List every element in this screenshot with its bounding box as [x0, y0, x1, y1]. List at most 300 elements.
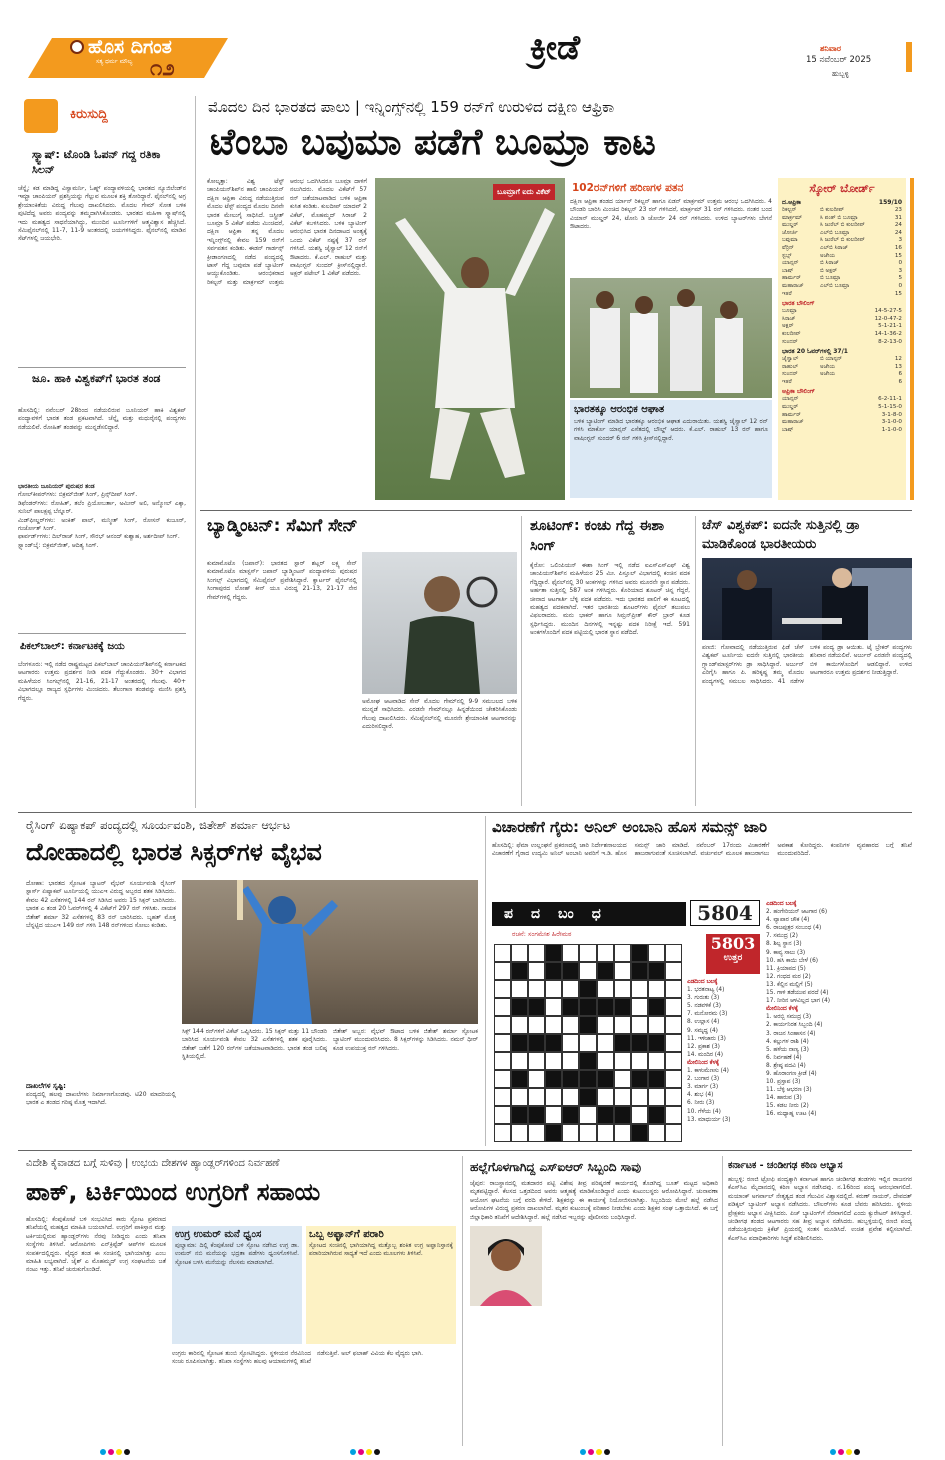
crossword-cell[interactable]	[511, 1016, 528, 1034]
prev-number: 5803	[710, 934, 756, 953]
logo-text: ಹೊಸ ದಿಗಂತ	[88, 36, 172, 58]
crossword-clue: 11. ಇಳಿಜಾರು (3)	[687, 1035, 726, 1042]
registration-dot	[854, 1449, 860, 1455]
crossword-clue: 5. ನಡವಳಿಕೆ (3)	[687, 1003, 722, 1010]
score-cell: ಎಲ್‌ಬಿ ಬೂಮ್ರಾ	[820, 229, 850, 236]
crossword-cell[interactable]	[494, 998, 511, 1016]
crossword-clue: 1. ಅರಬ್ಬಿ ಸಮುದ್ರ (3)	[766, 1014, 812, 1021]
rising-box-body: ಪಂದ್ಯದಲ್ಲಿ ಹಲವು ದಾಖಲೆಗಳು ನಿರ್ಮಾಣಗೊಂಡವು. ಟಿ20 ಮಾದರಿಯಲ್ಲಿ ಭಾರತ ಎ ತಂಡದ ಗರಿಷ್ಠ ಮೊತ್ತ ಇದಾಗಿದೆ.	[26, 1091, 176, 1107]
score-row	[782, 222, 902, 230]
kirusuddi-header	[18, 95, 188, 137]
score-row	[782, 339, 902, 347]
score-row	[782, 419, 902, 427]
crossword-cell[interactable]	[665, 962, 682, 980]
score-cell: ಮುಲ್ಡರ್	[782, 404, 799, 411]
celebration-photo	[570, 278, 772, 398]
score-cell: 0	[898, 260, 902, 267]
crossword-cell[interactable]	[528, 1070, 545, 1088]
crossword-cell	[528, 1106, 545, 1124]
crossword-cell[interactable]	[545, 1016, 562, 1034]
crossword-grid[interactable]	[494, 944, 682, 1142]
badminton-title: ಬ್ಯಾಡ್ಮಿಂಟನ್: ಸೆಮಿಗೆ ಸೇನ್	[207, 516, 358, 536]
crossword-cell[interactable]	[665, 1106, 682, 1124]
score-row	[782, 396, 902, 404]
crossword-cell[interactable]	[665, 1070, 682, 1088]
ind-total: 20 ಓವರ್‌ಗಳಲ್ಲಿ 37/1	[796, 348, 848, 356]
score-cell: ಬಿ ಯಾನ್ಸನ್	[820, 356, 843, 363]
hockey-roster	[18, 483, 186, 633]
badminton-body1: ಕುಮಾಮೊಟೊ (ಜಪಾನ್): ಭಾರತದ ಸ್ಟಾರ್ ಶಟ್ಲರ್ ಲಕ್ಷ್ಯ ಸೇನ್ ಕುಮಾಮೊಟೊ ಮಾಸ್ಟರ್ಸ್ ಜಪಾನ್ ಬ್ಯಾಡ್ಮಿಂಟನ್ ಪಂದ್ಯಾವಳಿಯ ಪುರುಷರ ಸಿಂಗಲ್ಸ್ ವಿಭಾಗದಲ್ಲಿ ಸೆಮಿಫೈನಲ್ ಪ್ರವೇಶಿಸಿದ್ದಾರೆ. ಕ್ವಾರ್ಟರ್ ಫೈನಲ್‌ನಲ್ಲಿ ಸಿಂಗಾಪುರದ ಲೋಹ್ ಕೀನ್ ಯೂ ವಿರುದ್ಧ 21-13, 21-17 ನೇರ ಗೇಮ್‌ಗಳಲ್ಲಿ ಗೆದ್ದರು.	[207, 560, 357, 601]
crossword-cell	[597, 998, 614, 1016]
roster-line: ಸ್ಟ್ಯಾಂಡ್‌ಬೈ: ಬಿಕ್ರಮ್‌ಜೀತ್, ಆದಿತ್ಯ ಸಿಂಗ್.	[18, 541, 99, 549]
crossword-cell[interactable]	[614, 1052, 631, 1070]
crossword-clue: 17. ನೀರಿನ ಆಳವಿಲ್ಲದ ಭಾಗ (4)	[766, 998, 831, 1005]
crossword-cell[interactable]	[648, 1016, 665, 1034]
score-cell: 5-1-15-0	[878, 404, 902, 411]
registration-dot	[124, 1449, 130, 1455]
crossword-cell[interactable]	[511, 944, 528, 962]
crossword-cell[interactable]	[579, 962, 596, 980]
crossword-cell[interactable]	[562, 1052, 579, 1070]
chess-body: ಪಣಜಿ: ಗೋವಾದಲ್ಲಿ ನಡೆಯುತ್ತಿರುವ ಫಿಡೆ ಚೆಸ್ ವಿಶ್ವಕಪ್ ಟೂರ್ನಿಯ ಐದನೇ ಸುತ್ತಿನಲ್ಲಿ ಭಾರತೀಯ ಗ್ರ್ಯಾಂಡ್‌ಮಾಸ್ಟರ್‌ಗಳು ಡ್ರಾ ಸಾಧಿಸಿದ್ದಾರೆ. ಅರ್ಜುನ್ ಎರಿಗೈಸಿ ಹಾಗೂ ಪಿ. ಹರಿಕೃಷ್ಣ ತಮ್ಮ ಮೊದಲ ಪಂದ್ಯಗಳಲ್ಲಿ ಸಮಬಲ ಸಾಧಿಸಿದರು. 41 ನಡೆಗಳ ಬಳಿಕ ಪಂದ್ಯ ಡ್ರಾ ಆಯಿತು. ಟೈ ಬ್ರೇಕರ್ ಪಂದ್ಯಗಳು ಶನಿವಾರ ನಡೆಯಲಿವೆ. ಅರ್ಜುನ್ ಎರಡನೇ ಪಂದ್ಯದಲ್ಲಿ ಬಿಳಿ ಕಾಯಿಗಳೊಂದಿಗೆ ಆಡಲಿದ್ದಾರೆ. ಉಳಿದ ಆಟಗಾರರೂ ಉತ್ತಮ ಪ್ರದರ್ಶನ ನೀಡುತ್ತಿದ್ದಾರೆ.	[702, 644, 912, 685]
score-cell: ಅಜೇಯ	[820, 252, 836, 259]
crossword-clue: 12. ಪ್ರಕಾಶ (3)	[687, 1043, 720, 1050]
bumrah-photo	[375, 178, 565, 500]
score-cell: ಬಾಷ್	[782, 267, 794, 274]
section-title: ಕ್ರೀಡೆ	[529, 28, 581, 68]
crossword-cell[interactable]	[562, 1034, 579, 1052]
score-row	[782, 230, 902, 238]
story-hockey-body: ಹೊಸದಿಲ್ಲಿ: ನವೆಂಬರ್ 28ರಿಂದ ನಡೆಯಲಿರುವ ಜೂನಿಯರ್ ಹಾಕಿ ವಿಶ್ವಕಪ್ ಪಂದ್ಯಾವಳಿಗೆ ಭಾರತ ತಂಡ ಪ್ರಕಟವಾಗಿದೆ. ಚೆನ್ನೈ ಮತ್ತು ಮಧುರೈನಲ್ಲಿ ಪಂದ್ಯಗಳು ನಡೆಯಲಿವೆ. ರೋಹಿತ್ ತಂಡವನ್ನು ಮುನ್ನಡೆಸಲಿದ್ದಾರೆ.	[18, 407, 186, 431]
crossword-clue: 8. ಉಲ್ಲಾಸ (4)	[687, 1019, 720, 1026]
crossword-clue: 5. ಹಳೆಯ ನಾಣ್ಯ (3)	[766, 1046, 809, 1053]
column-rule	[485, 816, 486, 1146]
registration-dot	[366, 1449, 372, 1455]
crossword-cell[interactable]	[579, 1106, 596, 1124]
pak-headline: ಪಾಕ್, ಟರ್ಕಿಯಿಂದ ಉಗ್ರರಿಗೆ ಸಹಾಯ	[26, 1178, 321, 1206]
crossword-cell	[562, 1070, 579, 1088]
score-cell: ಬೂಮ್ರಾ	[782, 308, 797, 315]
crossword-cell[interactable]	[494, 1070, 511, 1088]
score-cell: ಅಕ್ಷರ್	[782, 323, 794, 330]
anil-body: ಹೊಸದಿಲ್ಲಿ: ಫೆಮಾ ಉಲ್ಲಂಘನೆ ಪ್ರಕರಣದಲ್ಲಿ ಜಾರಿ ನಿರ್ದೇಶನಾಲಯದ ವಿಚಾರಣೆಗೆ ಗೈರಾದ ಉದ್ಯಮಿ ಅನಿಲ್ ಅಂಬಾನಿ ಅವರಿಗೆ ಇ.ಡಿ. ಹೊಸ ಸಮನ್ಸ್ ಜಾರಿ ಮಾಡಿದೆ. ನವೆಂಬರ್ 17ರಂದು ವಿಚಾರಣೆಗೆ ಹಾಜರಾಗುವಂತೆ ಸೂಚಿಸಲಾಗಿದೆ. ವರ್ಚುವಲ್ ಮೂಲಕ ಹಾಜರಾಗಲು ಅವಕಾಶ ಕೋರಿದ್ದರು. ಕಂಪನಿಗಳ ವ್ಯವಹಾರದ ಬಗ್ಗೆ ತನಿಖೆ ಮುಂದುವರಿದಿದೆ.	[492, 842, 912, 858]
crossword-clue: 10. ಗೆಳೆಯ (4)	[687, 1108, 721, 1115]
score-row	[782, 427, 902, 435]
scoreboard-title: ಸ್ಕೋರ್ ಬೋರ್ಡ್	[809, 182, 875, 195]
score-cell: ಎಲ್‌ಬಿ ಬೂಮ್ರಾ	[820, 282, 850, 289]
rising-box	[26, 1082, 176, 1144]
score-cell: ಯಾನ್ಸನ್	[782, 260, 799, 267]
registration-dot	[580, 1449, 586, 1455]
kirusuddi-label: ಕಿರುಸುದ್ದಿ	[70, 107, 108, 122]
score-cell: ಮಹಾರಾಜ್	[782, 419, 804, 426]
score-cell: ಸಿ ಜುರೆಲ್ ಬಿ ಕುಲದೀಪ್	[820, 237, 865, 244]
score-cell: 14-1-36-2	[874, 330, 902, 337]
crossword-cell[interactable]	[528, 1124, 545, 1142]
crossword-cell	[562, 998, 579, 1016]
crossword-cell	[545, 1034, 562, 1052]
score-cell: ಹಾರ್ಮರ್	[782, 411, 801, 418]
lead-headline: ಟೆಂಬಾ ಬವುಮಾ ಪಡೆಗೆ ಬೂಮ್ರಾ ಕಾಟ	[210, 122, 656, 163]
crossword-cell	[631, 962, 648, 980]
anil-title: ವಿಚಾರಣೆಗೆ ಗೈರು: ಅನಿಲ್ ಅಂಬಾನಿ ಹೊಸ ಸಮನ್ಸ್ ಜಾರಿ	[492, 818, 768, 836]
rising-body3: ಜಿತೇಶ್ ಅಬ್ಬರ: ವೈಭವ್ ಔಟಾದ ಬಳಿಕ ಜಿತೇಶ್ ಶರ್ಮಾ ಸ್ಫೋಟಕ ಬ್ಯಾಟಿಂಗ್ ಮುಂದುವರಿಸಿದರು. 8 ಸಿಕ್ಸರ್‌ಗಳನ್ನು ಸಿಡಿಸಿದರು. ನಮನ್ ಧೀರ್ ಕೂಡ ಉಪಯುಕ್ತ ರನ್ ಗಳಿಸಿದರು.	[333, 1028, 478, 1052]
score-cell: ಸ್ಟಬ್ಸ್	[782, 252, 792, 259]
crossword-cell[interactable]	[545, 998, 562, 1016]
crossword-cell[interactable]	[528, 944, 545, 962]
crossword-cell[interactable]	[597, 1052, 614, 1070]
crossword-cell[interactable]	[511, 1088, 528, 1106]
column-rule	[695, 516, 696, 806]
rising-headline: ದೋಹಾದಲ್ಲಿ ಭಾರತ ಸಿಕ್ಸರ್‌ಗಳ ವೈಭವ	[26, 838, 322, 866]
crossword-cell[interactable]	[631, 998, 648, 1016]
crossword-clue: 9. ಸಮೃದ್ಧ (4)	[687, 1027, 718, 1034]
crossword-clue: 10. ಪ್ರಸ್ತಾಪ (3)	[766, 1079, 801, 1086]
crossword-cell	[597, 1070, 614, 1088]
clues-left	[687, 978, 762, 1146]
crossword-cell[interactable]	[528, 1052, 545, 1070]
sub2-title: ಭಾರತಕ್ಕೂ ಆರಂಭಿಕ ಆಘಾತ	[574, 404, 665, 415]
score-row	[782, 371, 902, 379]
issue-city: ಹುಬ್ಬಳ್ಳಿ	[832, 70, 849, 78]
score-row	[782, 253, 902, 261]
score-cell: ಯಾನ್ಸನ್	[782, 396, 799, 403]
crossword-cell	[597, 962, 614, 980]
crossword-cell[interactable]	[631, 1106, 648, 1124]
crossword-cell[interactable]	[562, 1016, 579, 1034]
crossword-clue: 13. ಮಾಧುರ್ಯ (3)	[687, 1116, 731, 1123]
score-cell: 12	[894, 356, 902, 363]
crossword-cell[interactable]	[614, 962, 631, 980]
crossword-cell[interactable]	[597, 1034, 614, 1052]
crossword-cell[interactable]	[494, 1034, 511, 1052]
lead-body: ಕೋಲ್ಕತ್ತಾ: ವಿಶ್ವ ಟೆಸ್ಟ್ ಚಾಂಪಿಯನ್‌ಶಿಪ್‌ನ ಹಾಲಿ ಚಾಂಪಿಯನ್ ದಕ್ಷಿಣ ಆಫ್ರಿಕಾ ವಿರುದ್ಧ ನಡೆಯುತ್ತಿರುವ ಮೊದಲ ಟೆಸ್ಟ್ ಪಂದ್ಯದ ಮೊದಲ ದಿನವೇ ಭಾರತ ಮೇಲುಗೈ ಸಾಧಿಸಿದೆ. ಜಸ್ಪ್ರೀತ್ ಬೂಮ್ರಾ 5 ವಿಕೆಟ್ ಪಡೆದು ಮಿಂಚಿದರೆ, ದಕ್ಷಿಣ ಆಫ್ರಿಕಾ ತನ್ನ ಮೊದಲ ಇನ್ನಿಂಗ್ಸ್‌ನಲ್ಲಿ ಕೇವಲ 159 ರನ್‌ಗೆ ಸರ್ವಪತನ ಕಂಡಿತು. ಈಡನ್ ಗಾರ್ಡನ್ಸ್ ಕ್ರೀಡಾಂಗಣದಲ್ಲಿ ನಡೆದ ಪಂದ್ಯದಲ್ಲಿ ಟಾಸ್ ಗೆದ್ದ ಬವುಮಾ ಪಡೆ ಬ್ಯಾಟಿಂಗ್ ಆಯ್ದುಕೊಂಡಿತು. ಆರಂಭಿಕರಾದ ರಿಕಲ್ಟನ್ ಮತ್ತು ಮಾರ್ಕ್ರಮ್ ಉತ್ತಮ ಆರಂಭ ಒದಗಿಸಿದರೂ ಬೂಮ್ರಾ ದಾಳಿಗೆ ನಲುಗಿದರು. ಮೊದಲ ವಿಕೆಟ್‌ಗೆ 57 ರನ್ ಜತೆಯಾಟವಾಡಿದ ಬಳಿಕ ಆಫ್ರಿಕಾ ಕುಸಿತ ಕಂಡಿತು. ಕುಲದೀಪ್ ಯಾದವ್ 2 ವಿಕೆಟ್, ಮೊಹಮ್ಮದ್ ಸಿರಾಜ್ 2 ವಿಕೆಟ್ ಕಬಳಿಸಿದರು. ಬಳಿಕ ಬ್ಯಾಟಿಂಗ್ ಆರಂಭಿಸಿದ ಭಾರತ ದಿನದಾಟದ ಅಂತ್ಯಕ್ಕೆ ಒಂದು ವಿಕೆಟ್ ನಷ್ಟಕ್ಕೆ 37 ರನ್ ಗಳಿಸಿದೆ. ಯಶಸ್ವಿ ಜೈಸ್ವಾಲ್ 12 ರನ್‌ಗೆ ಔಟಾದರು. ಕೆ.ಎಲ್. ರಾಹುಲ್ ಮತ್ತು ವಾಷಿಂಗ್ಟನ್ ಸುಂದರ್ ಕ್ರೀಸ್‌ನಲ್ಲಿದ್ದಾರೆ. ಅಕ್ಷರ್ ಪಟೇಲ್ 1 ವಿಕೆಟ್ ಪಡೆದರು.	[207, 178, 367, 286]
score-cell: ಅಜೇಯ	[820, 363, 836, 370]
crossword-cell[interactable]	[494, 944, 511, 962]
crossword-cell[interactable]	[494, 1016, 511, 1034]
chess-players	[702, 558, 912, 640]
score-cell: ವೆರ್ರಿನ್	[782, 244, 794, 251]
lakshya-photo	[362, 552, 517, 694]
sir-title: ಹಲ್ಲೆಗೊಳಗಾಗಿದ್ದ ಎಸ್‌ಐಆರ್ ಸಿಬ್ಬಂದಿ ಸಾವು	[470, 1160, 642, 1174]
score-cell: ಬಿ ಕುಲದೀಪ್	[820, 207, 845, 213]
crossword-cell[interactable]	[511, 980, 528, 998]
score-row	[782, 323, 902, 331]
registration-dot	[350, 1449, 356, 1455]
crossword-cell	[579, 1016, 596, 1034]
score-cell: ಇತರೆ	[782, 290, 792, 297]
crossword-cell	[562, 1106, 579, 1124]
player-figure	[362, 552, 517, 694]
crossword-cell[interactable]	[562, 980, 579, 998]
score-row	[782, 215, 902, 223]
rising-body1: ದೋಹಾ: ಭಾರತದ ಸ್ಫೋಟಕ ಬ್ಯಾಟರ್ ವೈಭವ್ ಸೂರ್ಯವಂಶಿ ರೈಸಿಂಗ್ ಸ್ಟಾರ್ಸ್ ಏಷ್ಯಾಕಪ್ ಟೂರ್ನಿಯಲ್ಲಿ ಯುಎಇ ವಿರುದ್ಧ ಅಬ್ಬರದ ಶತಕ ಸಿಡಿಸಿದರು. ಕೇವಲ 42 ಎಸೆತಗಳಲ್ಲಿ 144 ರನ್ ಸಿಡಿಸಿದ ಅವರು 15 ಸಿಕ್ಸರ್ ಬಾರಿಸಿದರು. ಭಾರತ ಎ ತಂಡ 20 ಓವರ್‌ಗಳಲ್ಲಿ 4 ವಿಕೆಟ್‌ಗೆ 297 ರನ್ ಗಳಿಸಿತು. ನಾಯಕ ಜಿತೇಶ್ ಶರ್ಮಾ 32 ಎಸೆತಗಳಲ್ಲಿ 83 ರನ್ ಬಾರಿಸಿದರು. ಬೃಹತ್ ಮೊತ್ತ ಬೆನ್ನಟ್ಟಿದ ಯುಎಇ 149 ರನ್ ಗಳಿಸಿ 148 ರನ್‌ಗಳಿಂದ ಸೋಲು ಕಂಡಿತು.	[26, 880, 176, 930]
crossword-cell[interactable]	[562, 1124, 579, 1142]
score-row	[782, 356, 902, 364]
crossword-clue: 2. ಬಂಗಾರ (3)	[687, 1076, 720, 1083]
crossword-cell[interactable]	[511, 1052, 528, 1070]
chess-photo	[702, 558, 912, 640]
crossword-cell[interactable]	[528, 1088, 545, 1106]
score-cell	[820, 291, 888, 299]
crossword-cell	[511, 998, 528, 1016]
score-cell: 15	[894, 290, 902, 297]
pak-box2	[306, 1226, 456, 1344]
chess-title: ಚೆಸ್ ವಿಶ್ವಕಪ್: ಐದನೇ ಸುತ್ತಿನಲ್ಲಿ ಡ್ರಾ ಮಾಡಿಕೊಂಡ ಭಾರತೀಯರು	[702, 518, 860, 552]
score-cell: ರಿಕಲ್ಟನ್	[782, 207, 797, 213]
crossword-cell	[631, 944, 648, 962]
pak-box1	[172, 1226, 302, 1344]
score-cell: 12-0-47-2	[874, 315, 902, 322]
crossword-clue: 7. ಸಮುದ್ರ (2)	[766, 933, 798, 940]
sub2-box	[570, 400, 772, 498]
box2-body: ಸ್ಫೋಟದ ಸಂಚಿನಲ್ಲಿ ಭಾಗಿಯಾಗಿದ್ದ ಮತ್ತೊಬ್ಬ ಶಂಕಿತ ಉಗ್ರ ಅಫ್ಘಾನಿಸ್ತಾನಕ್ಕೆ ಪರಾರಿಯಾಗಿರುವ ಸಾಧ್ಯತೆ ಇದೆ ಎಂದು ಮೂಲಗಳು ತಿಳಿಸಿವೆ.	[309, 1242, 453, 1258]
sir-body: ಜೈಪುರ: ರಾಜಸ್ಥಾನದಲ್ಲಿ ಮತದಾರರ ಪಟ್ಟಿ ವಿಶೇಷ ತೀವ್ರ ಪರಿಷ್ಕರಣೆ ಕಾರ್ಯದಲ್ಲಿ ತೊಡಗಿದ್ದ ಬೂತ್ ಮಟ್ಟದ ಅಧಿಕಾರಿ ಮೃತಪಟ್ಟಿದ್ದಾರೆ. ಕೆಲಸದ ಒತ್ತಡದಿಂದ ಅವರು ಆತ್ಮಹತ್ಯೆ ಮಾಡಿಕೊಂಡಿದ್ದಾರೆ ಎಂದು ಕುಟುಂಬಸ್ಥರು ಆರೋಪಿಸಿದ್ದಾರೆ. ಚುನಾವಣಾ ಆಯೋಗ ಘಟನೆಯ ಬಗ್ಗೆ ವರದಿ ಕೇಳಿದೆ. ಶಿಕ್ಷಕರನ್ನು ಈ ಕಾರ್ಯಕ್ಕೆ ನಿಯೋಜಿಸಲಾಗಿತ್ತು. ಸಿಬ್ಬಂದಿಯ ಮೇಲೆ ಹಲ್ಲೆ ನಡೆಸಿದ ಆರೋಪಿಗಳ ವಿರುದ್ಧ ಪ್ರಕರಣ ದಾಖಲಾಗಿದೆ. ಮೃತರ ಕುಟುಂಬಕ್ಕೆ ಪರಿಹಾರ ನೀಡಬೇಕು ಎಂದು ಶಿಕ್ಷಕರ ಸಂಘ ಒತ್ತಾಯಿಸಿದೆ. ಈ ಬಗ್ಗೆ ಜಿಲ್ಲಾಧಿಕಾರಿ ತನಿಖೆಗೆ ಆದೇಶಿಸಿದ್ದಾರೆ. ಹಲ್ಲೆ ನಡೆಸಿದ ಇಬ್ಬರನ್ನು ಪೊಲೀಸರು ಬಂಧಿಸಿದ್ದಾರೆ.	[470, 1180, 718, 1221]
crossword-cell	[631, 1124, 648, 1142]
crossword-cell[interactable]	[511, 1124, 528, 1142]
crossword-cell[interactable]	[631, 980, 648, 998]
score-row	[782, 291, 902, 299]
sa-bowl-title: ಆಫ್ರಿಕಾ ಬೌಲಿಂಗ್	[782, 388, 815, 396]
column-rule	[195, 96, 196, 808]
kirusuddi-column	[18, 95, 188, 815]
crossword-cell[interactable]	[528, 1016, 545, 1034]
registration-dot	[604, 1449, 610, 1455]
shooting-title: ಶೂಟಿಂಗ್: ಕಂಚು ಗೆದ್ದ ಈಶಾ ಸಿಂಗ್	[530, 518, 665, 554]
crossword-cell[interactable]	[545, 1052, 562, 1070]
crossword-clue: 6. ರಾಜಪುತ್ರರ ಸಂಬಂಧ (4)	[766, 925, 822, 932]
score-row	[782, 245, 902, 253]
score-cell: 16	[894, 244, 902, 251]
roster-line: ಡಿಫೆಂಡರ್‌ಗಳು: ರೋಹಿತ್, ತಲೆಂ ಪ್ರಿಯೋಬರ್ತಾ, ಅಮೀರ್ ಅಲಿ, ಅನ್ಮೋಲ್ ಎಕ್ಕಾ, ಸುನಿಲ್ ಪಾಲಕ್ಷಪ್ಪ ಬೆನ್ನೂರ್.	[18, 499, 186, 516]
crossword-cell[interactable]	[665, 980, 682, 998]
pak-kicker: ವಿದೇಶಿ ಕೈವಾಡದ ಬಗ್ಗೆ ಸುಳಿವು | ಉಭಯ ದೇಶಗಳ ಹ್ಯಾಂಡ್ಲರ್‌ಗಳಿಂದ ನಿರ್ವಹಣೆ	[26, 1158, 280, 1169]
crossword-cell[interactable]	[614, 1016, 631, 1034]
crossword-clue: 3. ರಾಜನ ಸಿಂಹಾಸನ (4)	[766, 1030, 816, 1037]
crossword-cell[interactable]	[648, 1088, 665, 1106]
score-cell: 3-1-8-0	[881, 411, 902, 418]
score-cell	[820, 379, 888, 387]
crossword-cell[interactable]	[494, 1052, 511, 1070]
score-cell: ಸಿ ಜುರೆಲ್ ಬಿ ಕುಲದೀಪ್	[820, 222, 865, 229]
registration-dot	[358, 1449, 364, 1455]
score-cell: 8-2-13-0	[878, 338, 902, 345]
score-cell: ಎಲ್‌ಬಿ ಸಿರಾಜ್	[820, 244, 849, 251]
score-row	[782, 237, 902, 245]
score-row	[782, 331, 902, 339]
crossword-clue: 6. ನಿರ್ವಹಣೆ (4)	[766, 1054, 802, 1061]
crossword-cell[interactable]	[528, 962, 545, 980]
crossword-cell[interactable]	[545, 1106, 562, 1124]
crossword-cell[interactable]	[597, 1016, 614, 1034]
box2-title: ಒಬ್ಬ ಅಫ್ಘಾನ್‌ಗೆ ಪರಾರಿ	[309, 1229, 384, 1240]
crossword-cell[interactable]	[614, 1088, 631, 1106]
crossword-clue: 1. ಭರತನಾಟ್ಯ (4)	[687, 987, 725, 994]
crossword-clue: 13. ಕೆಲ್ಲಿನ ಮಲ್ಲಿಗೆ (5)	[766, 981, 813, 988]
score-cell: ಜೋರ್ಜಿ	[782, 229, 798, 236]
crossword-cell[interactable]	[631, 1052, 648, 1070]
score-cell: 3	[898, 267, 902, 274]
crossword-title	[492, 902, 686, 926]
sa-team: ದ.ಆಫ್ರಿಕಾ	[782, 199, 802, 206]
crossword-cell[interactable]	[494, 1088, 511, 1106]
prev-answer-box	[706, 934, 760, 974]
score-cell: 6	[898, 378, 902, 385]
score-cell: 14-5-27-5	[874, 308, 902, 315]
ind-bowling-table	[782, 308, 902, 346]
crossword-cell[interactable]	[614, 944, 631, 962]
crossword-cell	[545, 1070, 562, 1088]
crossword-cell	[562, 962, 579, 980]
score-row	[782, 379, 902, 387]
crossword-cell[interactable]	[494, 1106, 511, 1124]
sa-batting-table	[782, 207, 902, 298]
pak-body2: ಉಗ್ರರು ಕಾರಿನಲ್ಲಿ ಸ್ಫೋಟಕ ತುಂಬಿ ಸ್ಫೋಟಿಸಿದ್ದರು. ಸ್ಥಳೀಯರ ನೆರವಿನಿಂದ ಸಂಚು ರೂಪಿಸಲಾಗಿತ್ತು. ತನಿಖಾ ಸಂಸ್ಥೆಗಳು ಹಲವು ಆಯಾಮಗಳಲ್ಲಿ ತನಿಖೆ ನಡೆಸುತ್ತಿವೆ. ಅಲ್ ಫಲಾಹ್ ವಿವಿಯ ಕೆಲ ವೈದ್ಯರು ಭಾಗಿ.	[172, 1350, 424, 1366]
score-cell: ಸಿ ಪಂತ್ ಬಿ ಬೂಮ್ರಾ	[820, 214, 858, 221]
crossword-cell	[545, 1124, 562, 1142]
crossword-cell	[648, 962, 665, 980]
score-cell: ಬಿ ಅಕ್ಷರ್	[820, 267, 838, 274]
clues-right	[766, 900, 912, 1146]
column-rule	[521, 516, 522, 806]
rising-box-title: ದಾಖಲೆಗಳ ಸೃಷ್ಟಿ:	[26, 1082, 66, 1090]
crossword-clue: 6. ನೀರು (3)	[687, 1100, 715, 1107]
crossword-cell[interactable]	[562, 944, 579, 962]
scoreboard-bar	[910, 178, 914, 500]
box1-body: ಪುಲ್ವಾಮಾ: ದಿಲ್ಲಿ ಕೆಂಪುಕೋಟೆ ಬಳಿ ಸ್ಫೋಟ ನಡೆಸಿದ ಉಗ್ರ ಡಾ. ಉಮರ್ ನಬಿ ಮನೆಯನ್ನು ಭದ್ರತಾ ಪಡೆಗಳು ಧ್ವಂಸಗೊಳಿಸಿವೆ. ಸ್ಫೋಟಕ ಬಳಸಿ ಮನೆಯನ್ನು ನೆಲಸಮ ಮಾಡಲಾಗಿದೆ.	[175, 1242, 299, 1266]
crossword-cell[interactable]	[545, 1088, 562, 1106]
score-row	[782, 207, 902, 215]
crossword-clue: 7. ಮನೋರಮ (3)	[687, 1011, 728, 1018]
score-cell: ಮಾರ್ಕ್ರಮ್	[782, 214, 803, 221]
crossword-cell[interactable]	[562, 1088, 579, 1106]
crossword-clue: ಮೇಲಿನಿಂದ ಕೆಳಕ್ಕೆ	[766, 1006, 799, 1013]
registration-dot	[838, 1449, 844, 1455]
crossword-cell[interactable]	[614, 1070, 631, 1088]
score-cell: ಜೈಸ್ವಾಲ್	[782, 356, 799, 363]
divider	[18, 367, 186, 368]
crossword-cell[interactable]	[665, 944, 682, 962]
score-row	[782, 275, 902, 283]
crossword-clue: ಮೇಲಿನಿಂದ ಕೆಳಕ್ಕೆ	[687, 1059, 720, 1066]
crossword-cell	[579, 980, 596, 998]
score-row	[782, 412, 902, 420]
registration-dot	[116, 1449, 122, 1455]
crossword-cell	[614, 1106, 631, 1124]
score-cell: 6-2-11-1	[878, 396, 902, 403]
crossword-author: ರಚನೆ: ಸಂಗಮೇಶ ಹಿರೇಮಠ	[512, 930, 572, 938]
crossword-clue: 11. ಬೆಳ್ಳಿ ಆಭರಣ (3)	[766, 1087, 812, 1094]
score-cell: 13	[894, 363, 902, 370]
crossword-cell	[579, 1052, 596, 1070]
crossword-cell[interactable]	[614, 980, 631, 998]
crossword-cell[interactable]	[648, 944, 665, 962]
score-cell: ಸುಂದರ್	[782, 338, 798, 345]
crossword-cell	[597, 1106, 614, 1124]
crossword-cell[interactable]	[631, 1088, 648, 1106]
crossword-cell[interactable]	[665, 1124, 682, 1142]
crossword-clue: 14. ಹಾರುವ (3)	[766, 1095, 802, 1102]
column-rule	[462, 1156, 463, 1446]
crossword-clue: 8. ಶಿಲ್ಪ ಸ್ಥಾನ (3)	[766, 941, 802, 948]
crossword-cell	[648, 1070, 665, 1088]
crossword-cell[interactable]	[597, 944, 614, 962]
issue-day: ಶನಿವಾರ	[820, 44, 842, 53]
crossword-cell	[528, 998, 545, 1016]
roster-line: ಗೋಲ್‌ಕೀಪರ್‌ಗಳು: ಬಿಕ್ರಮ್‌ಜೀತ್ ಸಿಂಗ್, ಪ್ರಿನ್ಸ್‌ದೀಪ್ ಸಿಂಗ್.	[18, 491, 138, 499]
rising-kicker: ರೈಸಿಂಗ್ ಏಷ್ಯಾಕಪ್ ಪಂದ್ಯದಲ್ಲಿ ಸೂರ್ಯವಂಶಿ, ಜಿತೇಶ್ ಶರ್ಮಾ ಆರ್ಭಟ	[26, 818, 291, 832]
rising-body2: ಸಿಕ್ಸ್ 144 ರನ್‌ಗಳಿಗೆ ವಿಕೆಟ್ ಒಪ್ಪಿಸಿದರು. 15 ಸಿಕ್ಸರ್ ಮತ್ತು 11 ಬೌಂಡರಿ ಬಾರಿಸಿದ ಸೂರ್ಯವಂಶಿ ಕೇವಲ 32 ಎಸೆತಗಳಲ್ಲಿ ಶತಕ ಪೂರೈಸಿದರು. ಜಿತೇಶ್ ಜತೆಗೆ 120 ರನ್‌ಗಳ ಜತೆಯಾಟವಾಡಿದರು. ಭಾರತ ತಂಡ ಬಲಿಷ್ಠ ಸ್ಥಿತಿಯಲ್ಲಿದೆ.	[182, 1028, 327, 1061]
column-rule	[722, 1156, 723, 1446]
divider	[18, 812, 912, 813]
score-row	[782, 308, 902, 316]
photo-badge: ಬೂಮ್ರಾಗೆ ಐದು ವಿಕೆಟ್	[493, 184, 555, 200]
registration-dot	[588, 1449, 594, 1455]
crossword-cell[interactable]	[597, 1124, 614, 1142]
crossword-cell[interactable]	[579, 944, 596, 962]
registration-dot	[596, 1449, 602, 1455]
score-cell: ಬಿ ಸಿರಾಜ್	[820, 260, 840, 267]
crossword-cell[interactable]	[597, 1088, 614, 1106]
crossword-cell[interactable]	[665, 1016, 682, 1034]
roster-line: ಮಿಡ್‌ಫೀಲ್ಡರ್‌ಗಳು: ಅಂಕಿತ್ ಪಾಲ್, ಮನ್ಮೀತ್ ಸಿಂಗ್, ರೋಸನ್ ಕುಜೂರ್, ಗುರ್ಜೋತ್ ಸಿಂಗ್.	[18, 516, 186, 533]
score-cell: ಇತರೆ	[782, 378, 792, 385]
crossword-cell[interactable]	[545, 980, 562, 998]
lead-kicker: ಮೊದಲ ದಿನ ಭಾರತದ ಪಾಲು | ಇನ್ನಿಂಗ್ಸ್‌ನಲ್ಲಿ 159 ರನ್‌ಗೆ ಉರುಳಿದ ದಕ್ಷಿಣ ಆಫ್ರಿಕಾ	[208, 98, 615, 116]
crossword-title-text: ಪದಬಂಧ	[492, 902, 686, 926]
registration-dot	[846, 1449, 852, 1455]
score-cell: ಬಿ ಬೂಮ್ರಾ	[820, 275, 841, 282]
crossword-cell[interactable]	[494, 1124, 511, 1142]
score-cell: ರಾಹುಲ್	[782, 363, 799, 370]
crossword-cell[interactable]	[648, 1124, 665, 1142]
crossword-cell[interactable]	[665, 998, 682, 1016]
prev-label: ಉತ್ತರ	[723, 953, 743, 963]
crossword-cell[interactable]	[494, 980, 511, 998]
crossword-cell[interactable]	[631, 1016, 648, 1034]
badminton-body2: ಅಮೋಘ ಆಟವಾಡಿದ ಸೇನ್ ಮೊದಲ ಗೇಮ್‌ನಲ್ಲಿ 9-9 ಸಮಬಲದ ಬಳಿಕ ಮುನ್ನಡೆ ಸಾಧಿಸಿದರು. ಎರಡನೇ ಗೇಮ್‌ನಲ್ಲೂ ಹಿನ್ನಡೆಯಿಂದ ಚೇತರಿಸಿಕೊಂಡು ಗೆಲುವು ದಾಖಲಿಸಿದರು. ಸೆಮಿಫೈನಲ್‌ನಲ್ಲಿ ಮೂರನೇ ಶ್ರೇಯಾಂಕಿತ ಆಟಗಾರನನ್ನು ಎದುರಿಸಲಿದ್ದಾರೆ.	[362, 698, 517, 731]
crossword-cell[interactable]	[614, 1124, 631, 1142]
crossword-cell[interactable]	[665, 1052, 682, 1070]
crossword-cell	[511, 1106, 528, 1124]
crossword-clue: 3. ಗುರುತು (3)	[687, 995, 720, 1002]
crossword-clue: 1. ಕಾಳುಮೆಣಸು (4)	[687, 1068, 729, 1075]
score-cell: 23	[894, 207, 902, 213]
score-row	[782, 316, 902, 324]
crossword-cell[interactable]	[665, 1088, 682, 1106]
crossword-cell	[648, 1034, 665, 1052]
crossword-cell[interactable]	[648, 980, 665, 998]
crossword-clue: ಎಡದಿಂದ ಬಲಕ್ಕೆ	[766, 901, 797, 907]
crossword-cell[interactable]	[597, 980, 614, 998]
crossword-cell[interactable]	[579, 1034, 596, 1052]
crossword-cell[interactable]	[665, 1034, 682, 1052]
bowl-title: ಭಾರತ ಬೌಲಿಂಗ್	[782, 300, 815, 308]
crossword-clue: 9. ಹೊರಾಂಗಣ ಕ್ರೀಡೆ (4)	[766, 1070, 817, 1077]
story-pickleball-title: ಪಿಕಲ್‌ಬಾಲ್: ಕರ್ನಾಟಕಕ್ಕೆ ಜಯ	[20, 641, 125, 652]
scoreboard	[778, 178, 906, 500]
crossword-cell[interactable]	[528, 980, 545, 998]
crossword-cell[interactable]	[579, 1124, 596, 1142]
score-cell: ಮಹಾರಾಜ್	[782, 282, 804, 289]
page-number: ೧೨	[150, 56, 175, 81]
divider	[18, 633, 186, 634]
score-cell: 0	[898, 282, 902, 289]
divider	[18, 1150, 912, 1151]
registration-dot	[830, 1449, 836, 1455]
crossword-cell[interactable]	[648, 1052, 665, 1070]
crossword-cell[interactable]	[494, 962, 511, 980]
